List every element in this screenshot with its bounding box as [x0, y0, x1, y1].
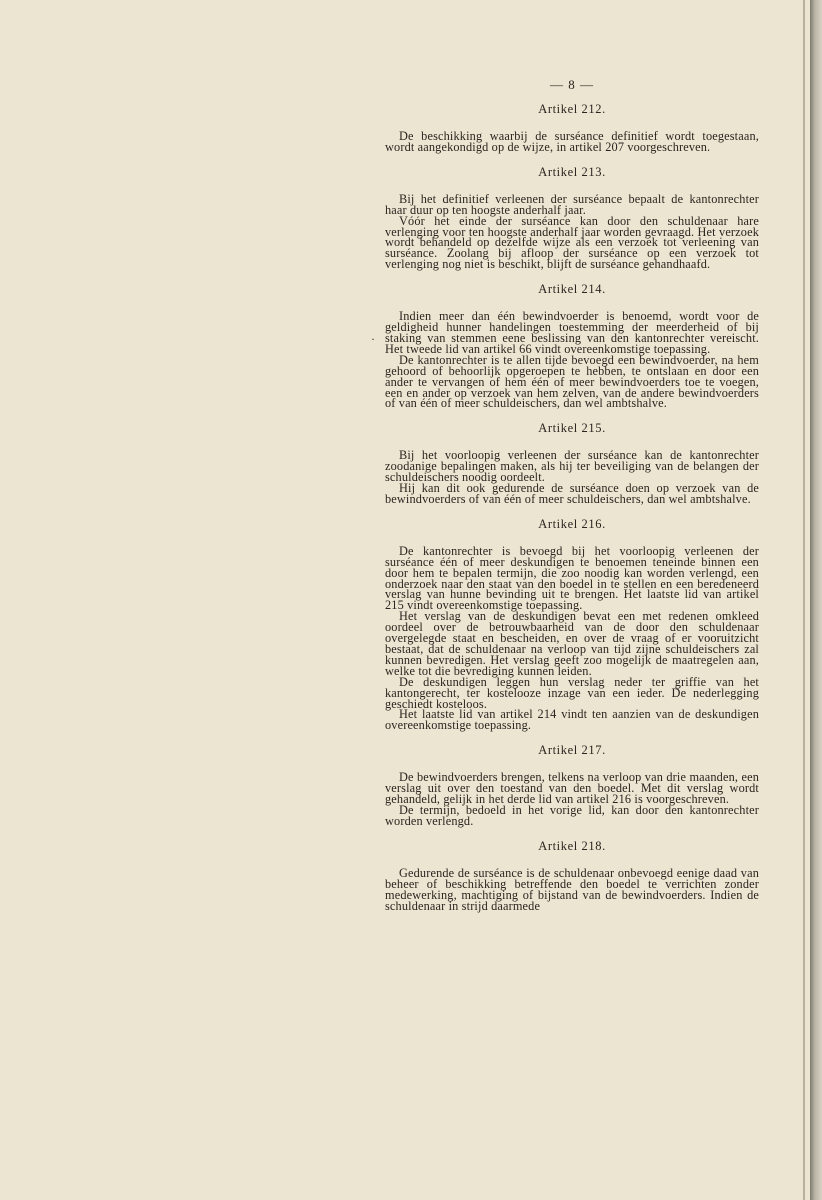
article-212 — [385, 102, 759, 153]
article-213 — [385, 165, 759, 270]
article-217 — [385, 743, 759, 827]
article-218 — [385, 839, 759, 912]
article-216 — [385, 517, 759, 731]
article-heading: Artikel 217. — [538, 743, 606, 758]
article-heading: Artikel 214. — [538, 282, 606, 297]
article-heading: Artikel 212. — [538, 102, 606, 116]
text-column — [385, 78, 759, 923]
paragraph: De beschikking waarbij de surséance definitief wordt toegestaan, wordt aangekondigd op de wijze, in artikel 207 voorgeschreven. — [385, 129, 759, 154]
paragraph: De termijn, bedoeld in het vorige lid, kan door den kantonrechter worden verlengd. — [385, 802, 759, 828]
paragraph: De bewindvoerders brengen, telkens na verloop van drie maanden, een verslag uit over den toestand van den boedel. Met dit verslag wordt gehandeld, gelijk in het derde lid van artikel 216 is voorgeschreven. — [385, 770, 759, 807]
paragraph: Bij het definitief verleenen der surséance bepaalt de kantonrechter haar duur op ten hoogste anderhalf jaar. — [385, 191, 759, 217]
article-heading: Artikel 216. — [538, 516, 606, 531]
paragraph: Indien meer dan één bewindvoerder is benoemd, wordt voor de geldigheid hunner handelingen toestemming der meerderheid of bij staking van stemmen eene beslissing van den kantonrechter vereischt. Het tweede lid van artikel 66 vindt overeenkomstige toepassing. — [385, 309, 759, 356]
article-214 — [385, 282, 759, 409]
article-heading: Artikel 218. — [538, 838, 606, 853]
paragraph: Gedurende de surséance is de schuldenaar onbevoegd eenige daad van beheer of beschikking betreffende den boedel te verrichten zonder medewerking, machtiging of bijstand van de bewindvoerders. Indien de schuldenaar in strijd daarmede — [385, 865, 759, 913]
paragraph: De kantonrechter is bevoegd bij het voorloopig verleenen der surséance één of meer deskundigen te benoemen teneinde binnen een door hem te bepalen termijn, die zoo noodig kan worden verlengd, een onderzoek naar den staat van den boedel in te stellen en een beredeneerd verslag van hunne bevinding uit te brengen. Het laatste lid van artikel 215 vindt overeenkomstige toepassing. — [385, 543, 759, 613]
paragraph: De kantonrechter is te allen tijde bevoegd een bewindvoerder, na hem gehoord of behoorlijk opgeroepen te hebben, te ontslaan en door een ander te vervangen of hem één of meer bewindvoerders toe te voegen, een en ander op verzoek van hem zelven, van de andere bewindvoerders of van één of meer schuldeischers, dan wel ambtshalve. — [385, 352, 759, 411]
paragraph: De deskundigen leggen hun verslag neder ter griffie van het kantongerecht, ter kostelooze inzage van een ieder. De nederlegging geschiedt kosteloos. — [385, 674, 759, 711]
article-heading: Artikel 215. — [538, 421, 606, 436]
page-fold-line — [803, 0, 805, 1200]
paragraph: Het verslag van de deskundigen bevat een met redenen omkleed oordeel over de betrouwbaarheid van de door den schuldenaar overgelegde staat en bescheiden, en over de vraag of er vooruitzicht bestaat, dat de schuldenaar na verloop van tijd zijne schuldeischers zal kunnen bevredigen. Het verslag geeft zoo mogelijk de maatregelen aan, welke tot die bevrediging kunnen leiden. — [385, 609, 759, 678]
page-edge — [810, 0, 822, 1200]
paragraph: Vóór het einde der surséance kan door den schuldenaar hare verlenging voor ten hoogste anderhalf jaar worden gevraagd. Het verzoek wordt behandeld op dezelfde wijze als een verzoek tot verleening van surséance. Zoolang bij afloop der surséance op een verzoek tot verlenging nog niet is beschikt, blijft de surséance gehandhaafd. — [385, 213, 759, 272]
paragraph: Hij kan dit ook gedurende de surséance doen op verzoek van de bewindvoerders of van één of meer schuldeischers, dan wel ambtshalve. — [385, 481, 759, 506]
article-heading: Artikel 213. — [538, 164, 606, 179]
marginal-mark: · — [371, 332, 375, 346]
paragraph: Het laatste lid van artikel 214 vindt ten aanzien van de deskundigen overeenkomstige toepassing. — [385, 707, 759, 733]
paragraph: Bij het voorloopig verleenen der surséance kan de kantonrechter zoodanige bepalingen maken, als hij ter beveiliging van de belangen der schuldeischers noodig oordeelt. — [385, 448, 759, 485]
article-215 — [385, 421, 759, 505]
page-number: — 8 — — [550, 77, 594, 92]
